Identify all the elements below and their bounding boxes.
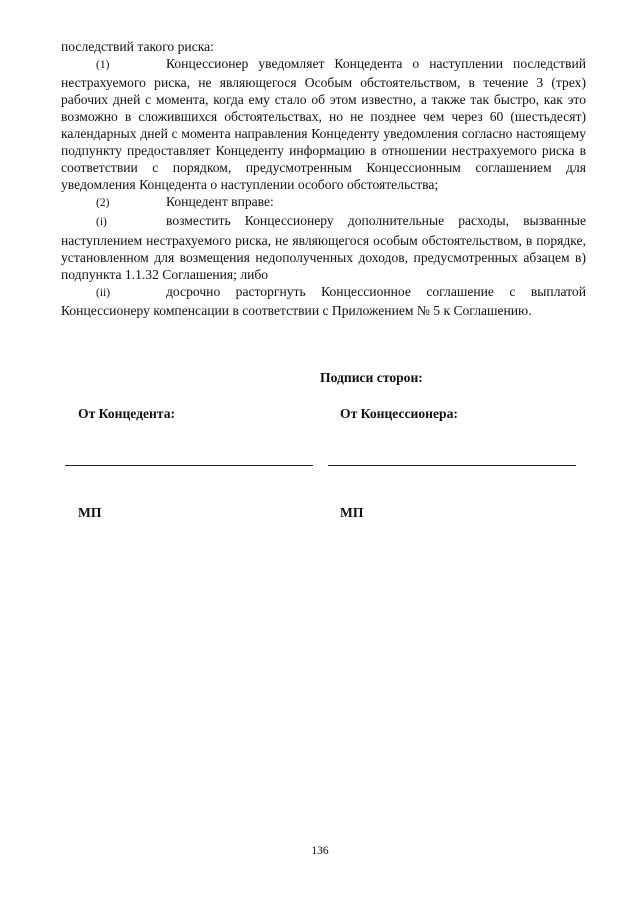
concessionaire-stamp-label: МП <box>340 505 364 520</box>
item-text-1: Концессионер уведомляет Концедента о наступлении последствий нестрахуемого риска, не являющегося Особым обстоятельством, в течение 3 (трех) рабочих дней с момента, когда ему стало об этом известно, а также так быстро, как это возможно в сложившихся обстоятельствах, но не позднее чем через 60 (шестьдесят) календарных дней с момента направления Концеденту уведомления согласно настоящему подпункту предоставляет Концеденту информацию в отношении нестрахуемого риска в соответствии с порядком, предусмотренным Концессионным соглашением для уведомления Концедента о наступлении особого обстоятельства; <box>61 56 586 193</box>
item-text-2: Концедент вправе: <box>166 194 274 210</box>
paragraph-item-ii <box>61 283 586 319</box>
paragraph-item-i <box>61 212 586 282</box>
paragraph-item-2 <box>61 193 586 212</box>
grantor-signature-line <box>65 465 313 466</box>
grantor-stamp-label: МП <box>78 505 102 520</box>
paragraph-item-1 <box>61 55 586 193</box>
concessionaire-party-label: От Концессионера: <box>340 406 458 421</box>
concessionaire-signature-line <box>328 465 576 466</box>
item-marker-i: (i) <box>96 216 107 229</box>
page-number: 136 <box>311 845 329 857</box>
item-marker-ii: (ii) <box>96 286 111 299</box>
grantor-party-label: От Концедента: <box>78 406 176 421</box>
item-marker-1: (1) <box>96 59 110 72</box>
item-text-ii: досрочно расторгнуть Концессионное соглашение с выплатой Концессионеру компенсации в соответствии с Приложением № 5 к Соглашению. <box>61 283 586 318</box>
item-text-i: возместить Концессионеру дополнительные расходы, вызванные наступлением нестрахуемого риска, не являющегося особым обстоятельством, в порядке, установленном для возмещения недополученных доходов, предусмотренных абзацем в) подпункта 1.1.32 Соглашения; либо <box>61 213 586 282</box>
signatures-title: Подписи сторон: <box>320 370 423 385</box>
document-body <box>61 38 586 319</box>
lead-line: последствий такого риска: <box>61 39 214 54</box>
item-marker-2: (2) <box>96 197 110 210</box>
